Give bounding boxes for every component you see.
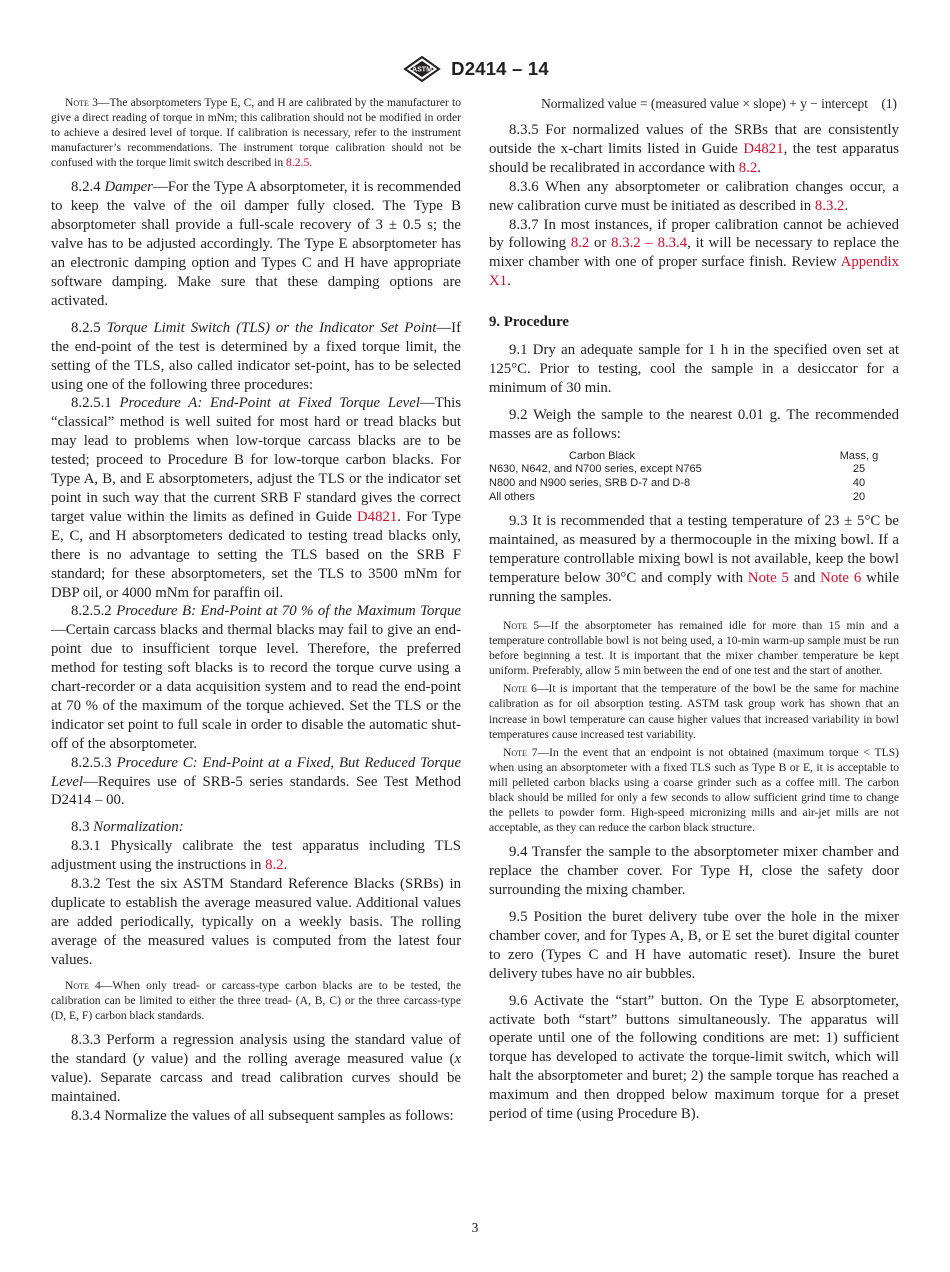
note-5: Note 5—If the absorptometer has remained idle for more than 15 min and a temperature controllable bowl is not being used, a 10-min warm-up sample must be run before beginning a test. It is important that the mixer chamber temperature be kept uniform. Preferably, allow 5 min between the end of one test and the start of another. [489,618,899,678]
para-8-3-1: 8.3.1 Physically calibrate the test apparatus including TLS adjustment using the instructions in 8.2. [51,838,461,874]
table-cell: 40 [852,477,866,489]
equation-1: Normalized value = (measured value × slope) + y − intercept (1) [541,96,897,111]
astm-logo-icon [401,56,443,82]
para-8-3: 8.3 Normalization: [71,819,184,836]
note-3: Note 3—The absorptometers Type E, C, and H are calibrated by the manufacturer to give a direct reading of torque in mNm; this calibration should not be modified in order to achieve a desired level of torque. If calibration is necessary, refer to the instrument manufacturer’s recommendations. The instrument torque calibration should not be confused with the torque limit switch described in 8.2.5. [51,96,461,170]
para-8-2-5-3: 8.2.5.3 Procedure C: End-Point at a Fixed, But Reduced Torque Level—Requires use of SRB-5 series standards. See Test Method D2414 – 00. [51,754,462,809]
note-6: Note 6—It is important that the temperature of the bowl be the same for machine calibration as for oil absorption testing. ASTM task group work has shown that an increase in bowl temperature can cause higher values that increased variability in bowl temperatures cause increased test variability. [489,682,899,741]
note-label: Note 7 [503,745,538,759]
link-d4821[interactable]: D4821 [357,508,398,525]
para-8-3-6: 8.3.6 When any absorptometer or calibration changes occur, a new calibration curve must be initiated as described in 8.3.2. [489,178,899,214]
note-label: Note 4 [65,978,101,992]
document-number: D2414 – 14 [451,58,549,79]
table-header-cell: Carbon Black [569,449,636,462]
table-cell: N800 and N900 series, SRB D-7 and D-8 [489,477,691,489]
para-8-3-5: 8.3.5 For normalized values of the SRBs that are consistently outside the x-chart limits listed in Guide D4821, the test apparatus should be recalibrated in accordance with 8.2. [489,122,899,176]
table-header-row [489,450,899,464]
para-8-3-3: 8.3.3 Perform a regression analysis using the standard value of the standard (y value) and the rolling average measured value (x value). Separate carcass and tread calibration curves should be maintained. [51,1031,462,1105]
table-cell: 20 [852,490,866,503]
mass-table [489,450,899,505]
link-8-2-5[interactable]: 8.2.5 [286,156,310,170]
link-appendix-x1[interactable]: Appendix X1 [489,254,899,290]
svg-text:ASTM: ASTM [412,66,433,74]
table-cell: 25 [852,463,866,476]
link-note-5[interactable]: Note 5 [747,570,789,587]
note-4: Note 4—When only tread- or carcass-type carbon blacks are to be tested, the calibration can be limited to either the three tread- (A, B, C) or the three carcass-type (D, E, F) carbon black standards. [51,978,461,1022]
link-8-2[interactable]: 8.2 [738,159,758,176]
para-8-2-5-2: 8.2.5.2 Procedure B: End-Point at 70 % of the Maximum Torque—Certain carcass blacks and thermal blacks may fail to give an end-point due to insufficient torque level. Therefore, the preferred method for testing soft blacks is to record the torque curve using a chart-recorder or a data acquisition system and to read the end-point at 70 % of the maximum of the torque achieved. Set the TLS or the indicator set point to full scale in order to disable the automatic shut-off of the absorptometer. [51,603,462,752]
para-8-2-5-1: 8.2.5.1 Procedure A: End-Point at Fixed Torque Level—This “classical” method is well suited for most hard or tread blacks but may lead to problems when low-torque carcass blacks are to be tested; proceed to Procedure B for low-torque carbon blacks. For Type A, B, and E absorptometers, adjust the TLS or the indicator set point in such way that the current SRB F standard gives the correct target value within the limits as defined in Guide D4821. For Type E, C, and H absorptometers dedicated to testing tread blacks only, there is no advantage to setting the TLS based on the SRB F standard; for these absorptometers, set the TLS to 3500 mNm for DBP oil, or 4000 mNm for paraffin oil. [51,395,462,601]
para-8-3-2: 8.3.2 Test the six ASTM Standard Reference Blacks (SRBs) in duplicate to establish the average measured value. Additional values are added periodically, typically on a weekly basis. The rolling average of the measured values is computed from the latest four values. [51,876,461,968]
para-9-6: 9.6 Activate the “start” button. On the Type E absorptometer, activate both “start” buttons simultaneously. The apparatus will operate until one of the following conditions are met: 1) sufficient torque has developed to activate the torque-limit switch, which will halt the absorptometer and buret; 2) the sample torque has reached a maximum and then dropped below maximum torque for a preset period of time (using Procedure B). [489,992,899,1123]
para-8-3-4: 8.3.4 Normalize the values of all subsequent samples as follows: [71,1107,454,1124]
para-9-3: 9.3 It is recommended that a testing temperature of 23 ± 5°C be maintained, as measured by a thermocouple in the mixing bowl. If a temperature controllable mixing bowl is not available, keep the bowl temperature below 30°C and comply with Note 5 and Note 6 while running the samples. [489,513,900,606]
table-cell: All others [489,490,535,503]
link-8-2[interactable]: 8.2 [570,235,590,252]
link-8-3-2[interactable]: 8.3.2 [814,197,845,214]
page-number: 3 [471,1220,479,1235]
table-row [489,491,899,505]
table-header-cell: Mass, g [839,449,879,462]
note-label: Note 3 [65,96,98,109]
note-7: Note 7—In the event that an endpoint is not obtained (maximum torque < TLS) when using an absorptometer with a fixed TLS such as Type B or E, it is acceptable to mill pelleted carbon blacks using a coarse grinder such as a coffee mill. The carbon black should be milled for only a few seconds to allow sufficient grind time to change the pellets to powder form. High-speed micronizing mills and air-jet mills are not acceptable, as they can reduce the carbon black structure. [489,745,899,835]
note-label: Note 6 [503,682,537,696]
para-8-3-7: 8.3.7 In most instances, if proper calibration cannot be achieved by following 8.2 or 8.3.2 – 8.3.4, it will be necessary to replace the mixer chamber with one of proper surface finish. Review Appendix X1. [489,216,900,290]
page-header [0,54,950,84]
link-note-6[interactable]: Note 6 [820,570,862,587]
table-row [489,463,899,477]
section-9-heading: 9. Procedure [489,314,569,331]
note-label: Note 5 [503,618,540,632]
table-cell: N630, N642, and N700 series, except N765 [489,463,702,476]
left-column [51,95,461,1125]
para-9-2: 9.2 Weigh the sample to the nearest 0.01 g. The recommended masses are as follows: [489,406,899,442]
link-d4821[interactable]: D4821 [743,140,784,157]
para-8-2-5: 8.2.5 Torque Limit Switch (TLS) or the Indicator Set Point—If the end-point of the test is determined by a fixed torque limit, the setting of the TLS, also called indicator set-point, has to be selected using one of the following three procedures: [51,319,462,393]
link-8-2[interactable]: 8.2 [265,857,284,874]
para-9-5: 9.5 Position the buret delivery tube over the hole in the mixer chamber cover, and for Types A, B, or E set the buret digital counter to zero (Types C and H have automatic reset). Insure the buret delivery tubes have no air bubbles. [489,908,899,982]
table-row [489,477,899,491]
para-8-2-4: 8.2.4 Damper—For the Type A absorptometer, it is recommended to keep the valve of the oil damper fully closed. The Type B absorptometer shall provide a full-scale recovery of 3 ± 0.5 s; the valve has to be adjusted accordingly. The Type E absorptometer has an electronic damping option and Types C and H have appropriate software damping. Make sure that these damping options are activated. [51,179,461,309]
para-9-4: 9.4 Transfer the sample to the absorptometer mixer chamber and replace the chamber cover. For Type H, close the safety door surrounding the mixing chamber. [489,844,899,899]
right-column [489,95,899,1124]
link-8-3-2-to-8-3-4[interactable]: 8.3.2 – 8.3.4 [611,235,688,252]
para-9-1: 9.1 Dry an adequate sample for 1 h in the specified oven set at 125°C. Prior to testing, cool the sample in a desiccator for a minimum of 30 min. [489,342,899,396]
